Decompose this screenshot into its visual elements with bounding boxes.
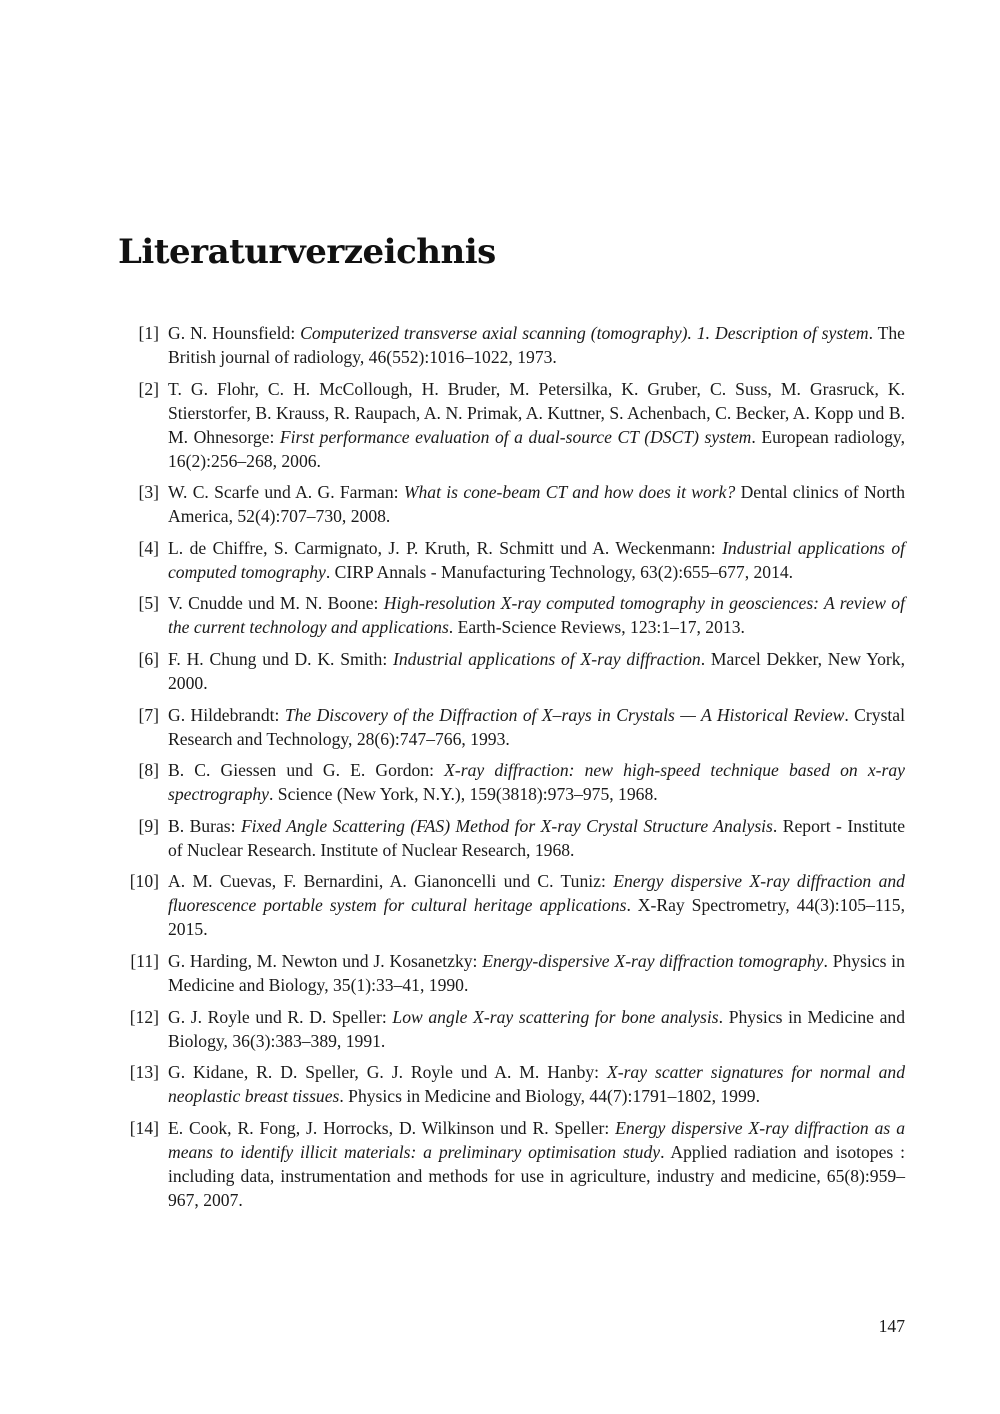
reference-authors: G. Kidane, R. D. Speller, G. J. Royle und A. M. Hanby: bbox=[168, 1062, 607, 1083]
reference-item bbox=[118, 814, 905, 862]
reference-number: [3] bbox=[138, 482, 159, 503]
page-number: 147 bbox=[878, 1316, 905, 1336]
reference-number: [2] bbox=[138, 378, 159, 399]
reference-source: . Earth-Science Reviews, 123:1–17, 2013. bbox=[448, 617, 745, 638]
reference-title: High-resolution X-ray computed tomography in geosciences: A review of the current technology and applications bbox=[168, 593, 905, 638]
reference-item bbox=[118, 321, 905, 369]
reference-title: First performance evaluation of a dual-source CT (DSCT) system bbox=[279, 426, 752, 447]
reference-source: . European radiology, 16(2):256–268, 2006. bbox=[168, 426, 905, 471]
reference-title: Energy dispersive X-ray diffraction as a means to identify illicit materials: a preliminary optimisation study bbox=[168, 1117, 905, 1162]
reference-item bbox=[118, 869, 905, 941]
reference-item bbox=[118, 758, 905, 806]
reference-title: The Discovery of the Diffraction of X–rays in Crystals — A Historical Review bbox=[284, 704, 845, 725]
reference-source: . Physics in Medicine and Biology, 35(1):33–41, 1990. bbox=[168, 950, 905, 995]
reference-authors: G. Harding, M. Newton und J. Kosanetzky: bbox=[168, 950, 483, 971]
reference-number: [14] bbox=[129, 1117, 159, 1138]
reference-item bbox=[118, 377, 905, 473]
reference-title: X-ray diffraction: new high-speed technique based on x-ray spectrography bbox=[168, 760, 905, 805]
reference-source: . CIRP Annals - Manufacturing Technology, 63(2):655–677, 2014. bbox=[325, 561, 794, 582]
reference-authors: E. Cook, R. Fong, J. Horrocks, D. Wilkinson und R. Speller: bbox=[168, 1117, 616, 1138]
reference-source: . Physics in Medicine and Biology, 36(3):383–389, 1991. bbox=[168, 1006, 906, 1051]
reference-source: . Science (New York, N.Y.), 159(3818):973–975, 1968. bbox=[268, 784, 658, 805]
reference-title: Energy-dispersive X-ray diffraction tomography bbox=[482, 950, 824, 971]
reference-authors: G. J. Royle und R. D. Speller: bbox=[168, 1006, 393, 1027]
reference-number: [11] bbox=[130, 950, 159, 971]
reference-authors: G. Hildebrandt: bbox=[168, 704, 285, 725]
reference-item bbox=[118, 1005, 905, 1053]
reference-number: [8] bbox=[138, 760, 159, 781]
reference-title: What is cone-beam CT and how does it work? bbox=[403, 482, 736, 503]
reference-title: X-ray scatter signatures for normal and neoplastic breast tissues bbox=[168, 1062, 905, 1107]
reference-source: . X-Ray Spectrometry, 44(3):105–115, 2015. bbox=[168, 895, 905, 940]
reference-number: [7] bbox=[138, 704, 159, 725]
reference-item bbox=[118, 703, 905, 751]
reference-title: Industrial applications of X-ray diffraction bbox=[393, 648, 701, 669]
reference-item bbox=[118, 647, 905, 695]
reference-title: Computerized transverse axial scanning (tomography). 1. Description of system bbox=[300, 323, 869, 343]
reference-source: Dental clinics of North America, 52(4):707–730, 2008. bbox=[168, 482, 906, 527]
reference-authors: L. de Chiffre, S. Carmignato, J. P. Kruth, R. Schmitt und A. Weckenmann: bbox=[168, 537, 723, 558]
reference-item bbox=[118, 536, 905, 584]
reference-source: . Applied radiation and isotopes : including data, instrumentation and methods for use in agriculture, industry and medicine, 65(8):959–967, 2007. bbox=[168, 1141, 906, 1210]
reference-number: [9] bbox=[138, 815, 159, 836]
reference-authors: B. Buras: bbox=[168, 815, 241, 836]
reference-authors: A. M. Cuevas, F. Bernardini, A. Gianoncelli und C. Tuniz: bbox=[168, 871, 614, 892]
reference-source: . The British journal of radiology, 46(552):1016–1022, 1973. bbox=[168, 323, 905, 367]
reference-item bbox=[118, 480, 905, 528]
reference-number: [10] bbox=[129, 871, 159, 892]
reference-number: [4] bbox=[138, 537, 159, 558]
reference-item bbox=[118, 591, 905, 639]
reference-authors: G. N. Hounsfield: bbox=[168, 323, 301, 343]
page-title: Literaturverzeichnis bbox=[118, 232, 496, 272]
reference-source: . Crystal Research and Technology, 28(6):747–766, 1993. bbox=[168, 704, 906, 749]
reference-number: [12] bbox=[129, 1006, 159, 1027]
reference-number: [13] bbox=[129, 1062, 159, 1083]
reference-number: [1] bbox=[138, 323, 159, 343]
reference-item bbox=[118, 1060, 905, 1108]
reference-authors: V. Cnudde und M. N. Boone: bbox=[168, 593, 384, 614]
reference-title: Low angle X-ray scattering for bone analysis bbox=[392, 1006, 719, 1027]
reference-source: . Physics in Medicine and Biology, 44(7):1791–1802, 1999. bbox=[339, 1086, 760, 1107]
reference-number: [6] bbox=[138, 648, 159, 669]
reference-authors: T. G. Flohr, C. H. McCollough, H. Bruder, M. Petersilka, K. Gruber, C. Suss, M. Grasruck, K. Stierstorfer, B. Krauss, R. Raupach, A. N. Primak, A. Kuttner, S. Achenbach, C. Becker, A. Kopp und B. M. Ohnesorge: bbox=[168, 378, 905, 447]
reference-list bbox=[118, 321, 905, 1219]
reference-item bbox=[118, 1116, 905, 1212]
reference-title: Fixed Angle Scattering (FAS) Method for X-ray Crystal Structure Analysis bbox=[240, 815, 773, 836]
reference-source: . Marcel Dekker, New York, 2000. bbox=[168, 648, 905, 693]
reference-item bbox=[118, 949, 905, 997]
reference-title: Energy dispersive X-ray diffraction and fluorescence portable system for cultural heritage applications bbox=[168, 871, 905, 916]
reference-authors: F. H. Chung und D. K. Smith: bbox=[168, 648, 394, 669]
reference-authors: B. C. Giessen und G. E. Gordon: bbox=[168, 760, 445, 781]
reference-title: Industrial applications of computed tomography bbox=[168, 537, 905, 582]
reference-source: . Report - Institute of Nuclear Research. Institute of Nuclear Research, 1968. bbox=[168, 815, 905, 860]
reference-number: [5] bbox=[138, 593, 159, 614]
reference-authors: W. C. Scarfe und A. G. Farman: bbox=[168, 482, 404, 503]
